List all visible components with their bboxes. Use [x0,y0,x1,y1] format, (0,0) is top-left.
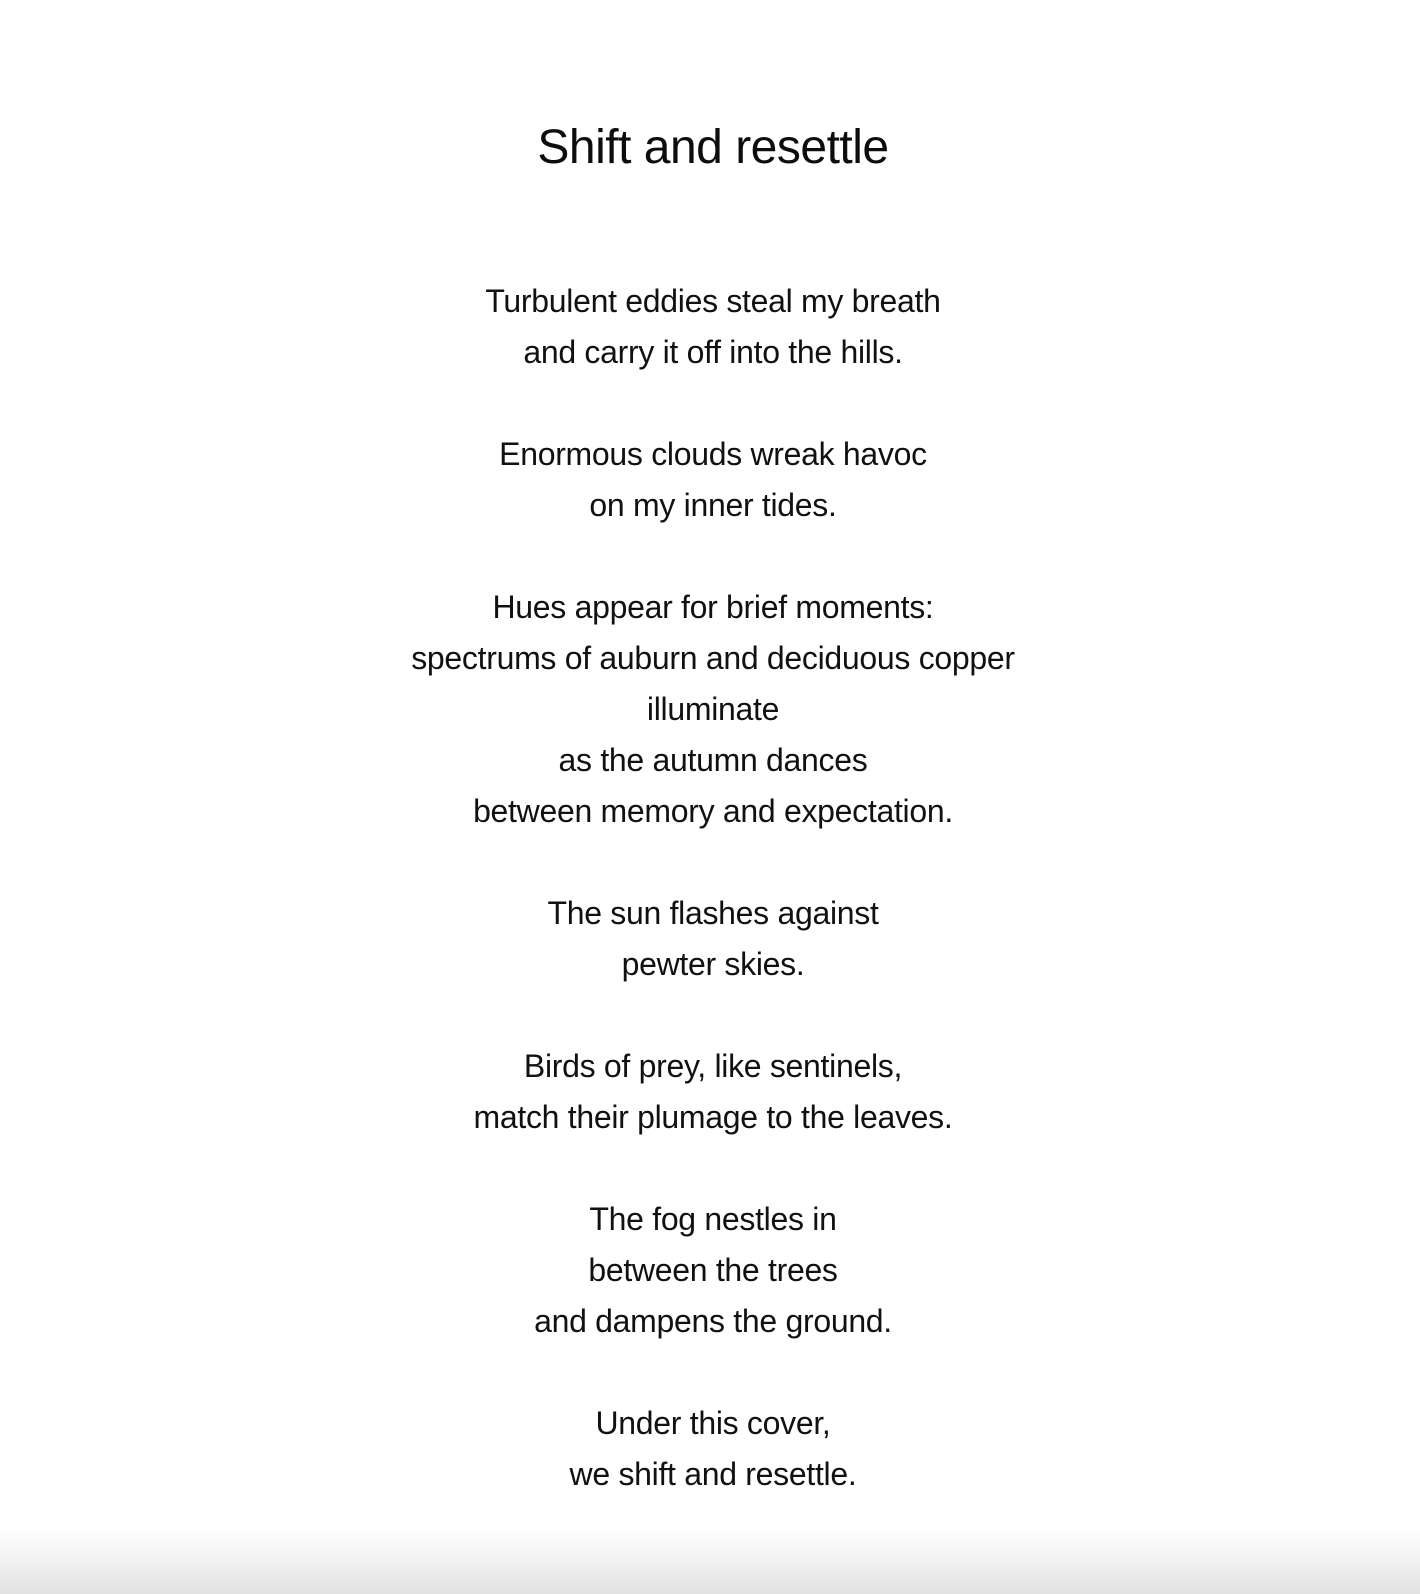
poem-line: as the autumn dances [558,742,868,778]
stanza-4 [0,888,1420,990]
poem-line: Under this cover, [595,1405,831,1441]
poem-line: and carry it off into the hills. [523,334,903,370]
stanza-5 [0,1041,1420,1143]
poem-line: Turbulent eddies steal my breath [485,283,941,319]
poem-line: between the trees [588,1252,838,1288]
poem-title: Shift and resettle [537,121,889,174]
stanza-6 [0,1194,1420,1347]
poem-line: we shift and resettle. [569,1456,857,1492]
stanza-1 [0,276,1420,378]
poem-line: Birds of prey, like sentinels, [523,1048,903,1084]
poem-line: Hues appear for brief moments: [492,589,934,625]
poem-line: The sun flashes against [547,895,879,931]
poem-line: pewter skies. [621,946,805,982]
stanza-3 [0,582,1420,837]
stanza-7 [0,1398,1420,1500]
poem-body [0,276,1420,1551]
poem-line: on my inner tides. [589,487,837,523]
page-bottom-shadow [0,1530,1420,1594]
poem-line: between memory and expectation. [473,793,953,829]
poem-line: illuminate [646,691,780,727]
poem-line: The fog nestles in [589,1201,837,1237]
poem-line: and dampens the ground. [534,1303,892,1339]
poem-line: Enormous clouds wreak havoc [499,436,927,472]
stanza-2 [0,429,1420,531]
poem-line: spectrums of auburn and deciduous copper [411,640,1015,676]
poem-line: match their plumage to the leaves. [473,1099,953,1135]
